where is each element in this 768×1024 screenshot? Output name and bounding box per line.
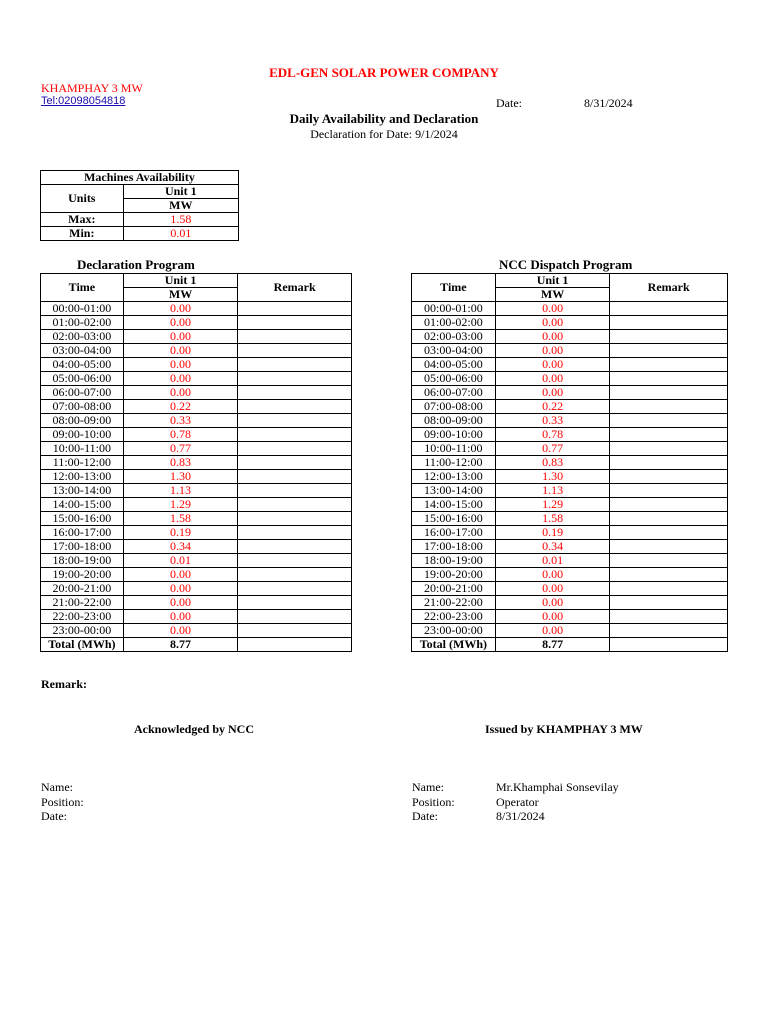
machines-availability-table — [40, 170, 239, 241]
mw-header: MW — [495, 288, 610, 302]
remark-cell — [610, 372, 728, 386]
issuer-name: Mr.Khamphai Sonsevilay — [496, 780, 619, 794]
mw-cell: 0.00 — [495, 568, 610, 582]
time-cell: 18:00-19:00 — [41, 554, 124, 568]
declaration-program-table — [40, 273, 352, 652]
time-cell: 16:00-17:00 — [41, 526, 124, 540]
company-name: EDL-GEN SOLAR POWER COMPANY — [269, 65, 499, 80]
mw-cell: 0.33 — [123, 414, 238, 428]
min-label: Min: — [41, 227, 124, 241]
table-row — [412, 344, 728, 358]
mw-cell: 1.30 — [123, 470, 238, 484]
acknowledged-label: Acknowledged by NCC — [134, 722, 255, 736]
mw-cell: 0.00 — [123, 358, 238, 372]
mw-label: MW — [123, 199, 238, 213]
remark-cell — [238, 372, 352, 386]
mw-cell: 0.00 — [495, 302, 610, 316]
remark-header: Remark — [238, 274, 352, 302]
mw-cell: 0.00 — [123, 344, 238, 358]
time-cell: 06:00-07:00 — [41, 386, 124, 400]
remark-cell — [610, 624, 728, 638]
time-cell: 14:00-15:00 — [41, 498, 124, 512]
table-row — [41, 526, 352, 540]
table-row — [41, 442, 352, 456]
time-cell: 15:00-16:00 — [41, 512, 124, 526]
table-row — [41, 386, 352, 400]
table-row — [41, 484, 352, 498]
table-row — [41, 344, 352, 358]
remark-cell — [610, 428, 728, 442]
time-cell: 21:00-22:00 — [412, 596, 496, 610]
mw-cell: 0.33 — [495, 414, 610, 428]
table-row — [41, 330, 352, 344]
issuer-date-label: Date: — [412, 809, 438, 823]
table-row — [412, 414, 728, 428]
ncc-dispatch-table — [411, 273, 728, 652]
table-row — [412, 582, 728, 596]
max-label: Max: — [41, 213, 124, 227]
mw-cell: 0.83 — [123, 456, 238, 470]
table-row — [412, 456, 728, 470]
table-row — [412, 400, 728, 414]
remark-cell — [238, 456, 352, 470]
remark-cell — [610, 498, 728, 512]
time-cell: 15:00-16:00 — [412, 512, 496, 526]
table-row — [412, 358, 728, 372]
remark-cell — [238, 344, 352, 358]
remark-label: Remark: — [41, 677, 87, 691]
table-row — [41, 498, 352, 512]
mw-cell: 0.78 — [495, 428, 610, 442]
time-cell: 01:00-02:00 — [41, 316, 124, 330]
remark-cell — [238, 442, 352, 456]
mw-cell: 0.00 — [495, 610, 610, 624]
time-cell: 22:00-23:00 — [41, 610, 124, 624]
time-cell: 12:00-13:00 — [412, 470, 496, 484]
table-row — [41, 540, 352, 554]
time-cell: 02:00-03:00 — [412, 330, 496, 344]
table-row — [412, 498, 728, 512]
table-row — [412, 316, 728, 330]
mw-cell: 0.00 — [123, 568, 238, 582]
time-cell: 07:00-08:00 — [412, 400, 496, 414]
table-row — [41, 372, 352, 386]
time-cell: 19:00-20:00 — [412, 568, 496, 582]
remark-cell — [610, 540, 728, 554]
table-row — [412, 302, 728, 316]
remark-cell — [610, 442, 728, 456]
remark-cell — [238, 302, 352, 316]
remark-cell — [238, 540, 352, 554]
remark-cell — [610, 344, 728, 358]
time-cell: 10:00-11:00 — [412, 442, 496, 456]
mw-cell: 1.58 — [495, 512, 610, 526]
mw-cell: 0.19 — [123, 526, 238, 540]
table-row — [41, 624, 352, 638]
issuer-position: Operator — [496, 795, 539, 809]
remark-cell — [610, 316, 728, 330]
table-row — [412, 554, 728, 568]
mw-cell: 0.00 — [123, 316, 238, 330]
table-row — [41, 428, 352, 442]
remark-cell — [610, 470, 728, 484]
time-cell: 00:00-01:00 — [41, 302, 124, 316]
remark-cell — [610, 596, 728, 610]
time-cell: 09:00-10:00 — [41, 428, 124, 442]
mw-cell: 1.13 — [495, 484, 610, 498]
remark-cell — [610, 582, 728, 596]
table-row — [412, 512, 728, 526]
ncc-date-label: Date: — [41, 809, 67, 823]
remark-cell — [238, 414, 352, 428]
time-cell: 00:00-01:00 — [412, 302, 496, 316]
table-row — [412, 568, 728, 582]
remark-cell — [610, 484, 728, 498]
mw-cell: 0.00 — [495, 372, 610, 386]
declaration-date: Declaration for Date: 9/1/2024 — [310, 127, 458, 141]
mw-cell: 0.00 — [495, 596, 610, 610]
declaration-program-title: Declaration Program — [77, 257, 195, 272]
remark-cell — [238, 386, 352, 400]
time-cell: 07:00-08:00 — [41, 400, 124, 414]
mw-cell: 0.22 — [495, 400, 610, 414]
mw-cell: 0.34 — [123, 540, 238, 554]
table-row — [412, 624, 728, 638]
table-row — [412, 442, 728, 456]
mw-cell: 0.22 — [123, 400, 238, 414]
table-row — [412, 526, 728, 540]
time-cell: 09:00-10:00 — [412, 428, 496, 442]
remark-cell — [238, 316, 352, 330]
remark-cell — [610, 386, 728, 400]
table-row — [412, 484, 728, 498]
total-remark-cell — [610, 638, 728, 652]
time-header: Time — [41, 274, 124, 302]
time-cell: 05:00-06:00 — [41, 372, 124, 386]
mw-cell: 0.00 — [123, 582, 238, 596]
time-cell: 05:00-06:00 — [412, 372, 496, 386]
remark-cell — [610, 568, 728, 582]
mw-cell: 0.78 — [123, 428, 238, 442]
time-cell: 18:00-19:00 — [412, 554, 496, 568]
plant-name: KHAMPHAY 3 MW — [41, 81, 143, 95]
table-row — [41, 316, 352, 330]
mw-cell: 0.00 — [495, 624, 610, 638]
table-row — [412, 610, 728, 624]
remark-cell — [610, 456, 728, 470]
remark-cell — [610, 400, 728, 414]
time-cell: 21:00-22:00 — [41, 596, 124, 610]
phone-link[interactable]: Tel:02098054818 — [41, 95, 126, 107]
mw-header: MW — [123, 288, 238, 302]
time-cell: 03:00-04:00 — [412, 344, 496, 358]
time-cell: 02:00-03:00 — [41, 330, 124, 344]
remark-cell — [238, 624, 352, 638]
table-row — [41, 568, 352, 582]
time-cell: 12:00-13:00 — [41, 470, 124, 484]
remark-cell — [238, 498, 352, 512]
time-cell: 13:00-14:00 — [41, 484, 124, 498]
mw-cell: 0.00 — [495, 358, 610, 372]
issued-label: Issued by KHAMPHAY 3 MW — [485, 722, 643, 736]
remark-cell — [238, 512, 352, 526]
issuer-date: 8/31/2024 — [496, 809, 545, 823]
table-row — [41, 414, 352, 428]
table-row — [412, 330, 728, 344]
issuer-name-label: Name: — [412, 780, 444, 794]
time-cell: 11:00-12:00 — [41, 456, 124, 470]
mw-cell: 0.77 — [123, 442, 238, 456]
time-cell: 10:00-11:00 — [41, 442, 124, 456]
mw-cell: 1.29 — [495, 498, 610, 512]
remark-cell — [610, 414, 728, 428]
time-cell: 03:00-04:00 — [41, 344, 124, 358]
time-cell: 04:00-05:00 — [41, 358, 124, 372]
mw-cell: 0.00 — [123, 302, 238, 316]
time-cell: 04:00-05:00 — [412, 358, 496, 372]
table-row — [412, 372, 728, 386]
mw-cell: 0.77 — [495, 442, 610, 456]
mw-cell: 0.83 — [495, 456, 610, 470]
mw-cell: 0.19 — [495, 526, 610, 540]
table-row — [41, 554, 352, 568]
mw-cell: 0.01 — [123, 554, 238, 568]
table-row — [41, 512, 352, 526]
table-row — [41, 596, 352, 610]
remark-cell — [610, 554, 728, 568]
mw-cell: 0.00 — [123, 610, 238, 624]
remark-cell — [610, 512, 728, 526]
remark-cell — [238, 610, 352, 624]
time-cell: 22:00-23:00 — [412, 610, 496, 624]
time-cell: 20:00-21:00 — [41, 582, 124, 596]
time-cell: 13:00-14:00 — [412, 484, 496, 498]
remark-cell — [238, 568, 352, 582]
remark-cell — [238, 596, 352, 610]
mw-cell: 0.00 — [123, 596, 238, 610]
units-label: Units — [41, 185, 124, 213]
time-cell: 14:00-15:00 — [412, 498, 496, 512]
ncc-dispatch-title: NCC Dispatch Program — [499, 257, 633, 272]
total-remark-cell — [238, 638, 352, 652]
total-label: Total (MWh) — [412, 638, 496, 652]
time-cell: 01:00-02:00 — [412, 316, 496, 330]
table-row — [412, 470, 728, 484]
remark-cell — [238, 428, 352, 442]
mw-cell: 0.34 — [495, 540, 610, 554]
remark-cell — [610, 610, 728, 624]
mw-cell: 0.00 — [123, 386, 238, 400]
mw-cell: 0.00 — [495, 330, 610, 344]
date-value: 8/31/2024 — [584, 96, 633, 110]
mw-cell: 0.00 — [495, 386, 610, 400]
remark-cell — [238, 400, 352, 414]
table-row — [41, 358, 352, 372]
availability-title: Machines Availability — [41, 171, 239, 185]
remark-cell — [238, 582, 352, 596]
table-row — [41, 302, 352, 316]
mw-cell: 1.29 — [123, 498, 238, 512]
time-cell: 23:00-00:00 — [41, 624, 124, 638]
remark-cell — [610, 526, 728, 540]
min-value: 0.01 — [123, 227, 238, 241]
table-row — [412, 428, 728, 442]
max-value: 1.58 — [123, 213, 238, 227]
unit-header: Unit 1 — [123, 274, 238, 288]
ncc-name-label: Name: — [41, 780, 73, 794]
table-row — [41, 610, 352, 624]
time-cell: 11:00-12:00 — [412, 456, 496, 470]
mw-cell: 0.00 — [123, 624, 238, 638]
table-row — [412, 540, 728, 554]
remark-cell — [238, 358, 352, 372]
mw-cell: 0.00 — [123, 330, 238, 344]
remark-cell — [238, 330, 352, 344]
time-cell: 06:00-07:00 — [412, 386, 496, 400]
table-row — [41, 456, 352, 470]
time-cell: 17:00-18:00 — [412, 540, 496, 554]
time-header: Time — [412, 274, 496, 302]
time-cell: 19:00-20:00 — [41, 568, 124, 582]
page-title: Daily Availability and Declaration — [289, 111, 479, 126]
mw-cell: 1.30 — [495, 470, 610, 484]
total-label: Total (MWh) — [41, 638, 124, 652]
total-value: 8.77 — [495, 638, 610, 652]
time-cell: 08:00-09:00 — [412, 414, 496, 428]
mw-cell: 0.01 — [495, 554, 610, 568]
time-cell: 20:00-21:00 — [412, 582, 496, 596]
issuer-position-label: Position: — [412, 795, 455, 809]
table-row — [41, 400, 352, 414]
time-cell: 23:00-00:00 — [412, 624, 496, 638]
ncc-position-label: Position: — [41, 795, 84, 809]
remark-cell — [610, 302, 728, 316]
remark-cell — [238, 484, 352, 498]
remark-cell — [238, 470, 352, 484]
table-row — [41, 470, 352, 484]
mw-cell: 1.58 — [123, 512, 238, 526]
table-row — [412, 596, 728, 610]
mw-cell: 0.00 — [495, 582, 610, 596]
mw-cell: 0.00 — [123, 372, 238, 386]
remark-cell — [238, 526, 352, 540]
time-cell: 17:00-18:00 — [41, 540, 124, 554]
unit-header: Unit 1 — [495, 274, 610, 288]
mw-cell: 1.13 — [123, 484, 238, 498]
remark-cell — [238, 554, 352, 568]
remark-cell — [610, 330, 728, 344]
date-label: Date: — [496, 96, 522, 110]
table-row — [412, 386, 728, 400]
table-row — [41, 582, 352, 596]
time-cell: 16:00-17:00 — [412, 526, 496, 540]
remark-header: Remark — [610, 274, 728, 302]
total-value: 8.77 — [123, 638, 238, 652]
unit-label: Unit 1 — [123, 185, 238, 199]
mw-cell: 0.00 — [495, 344, 610, 358]
remark-cell — [610, 358, 728, 372]
time-cell: 08:00-09:00 — [41, 414, 124, 428]
mw-cell: 0.00 — [495, 316, 610, 330]
